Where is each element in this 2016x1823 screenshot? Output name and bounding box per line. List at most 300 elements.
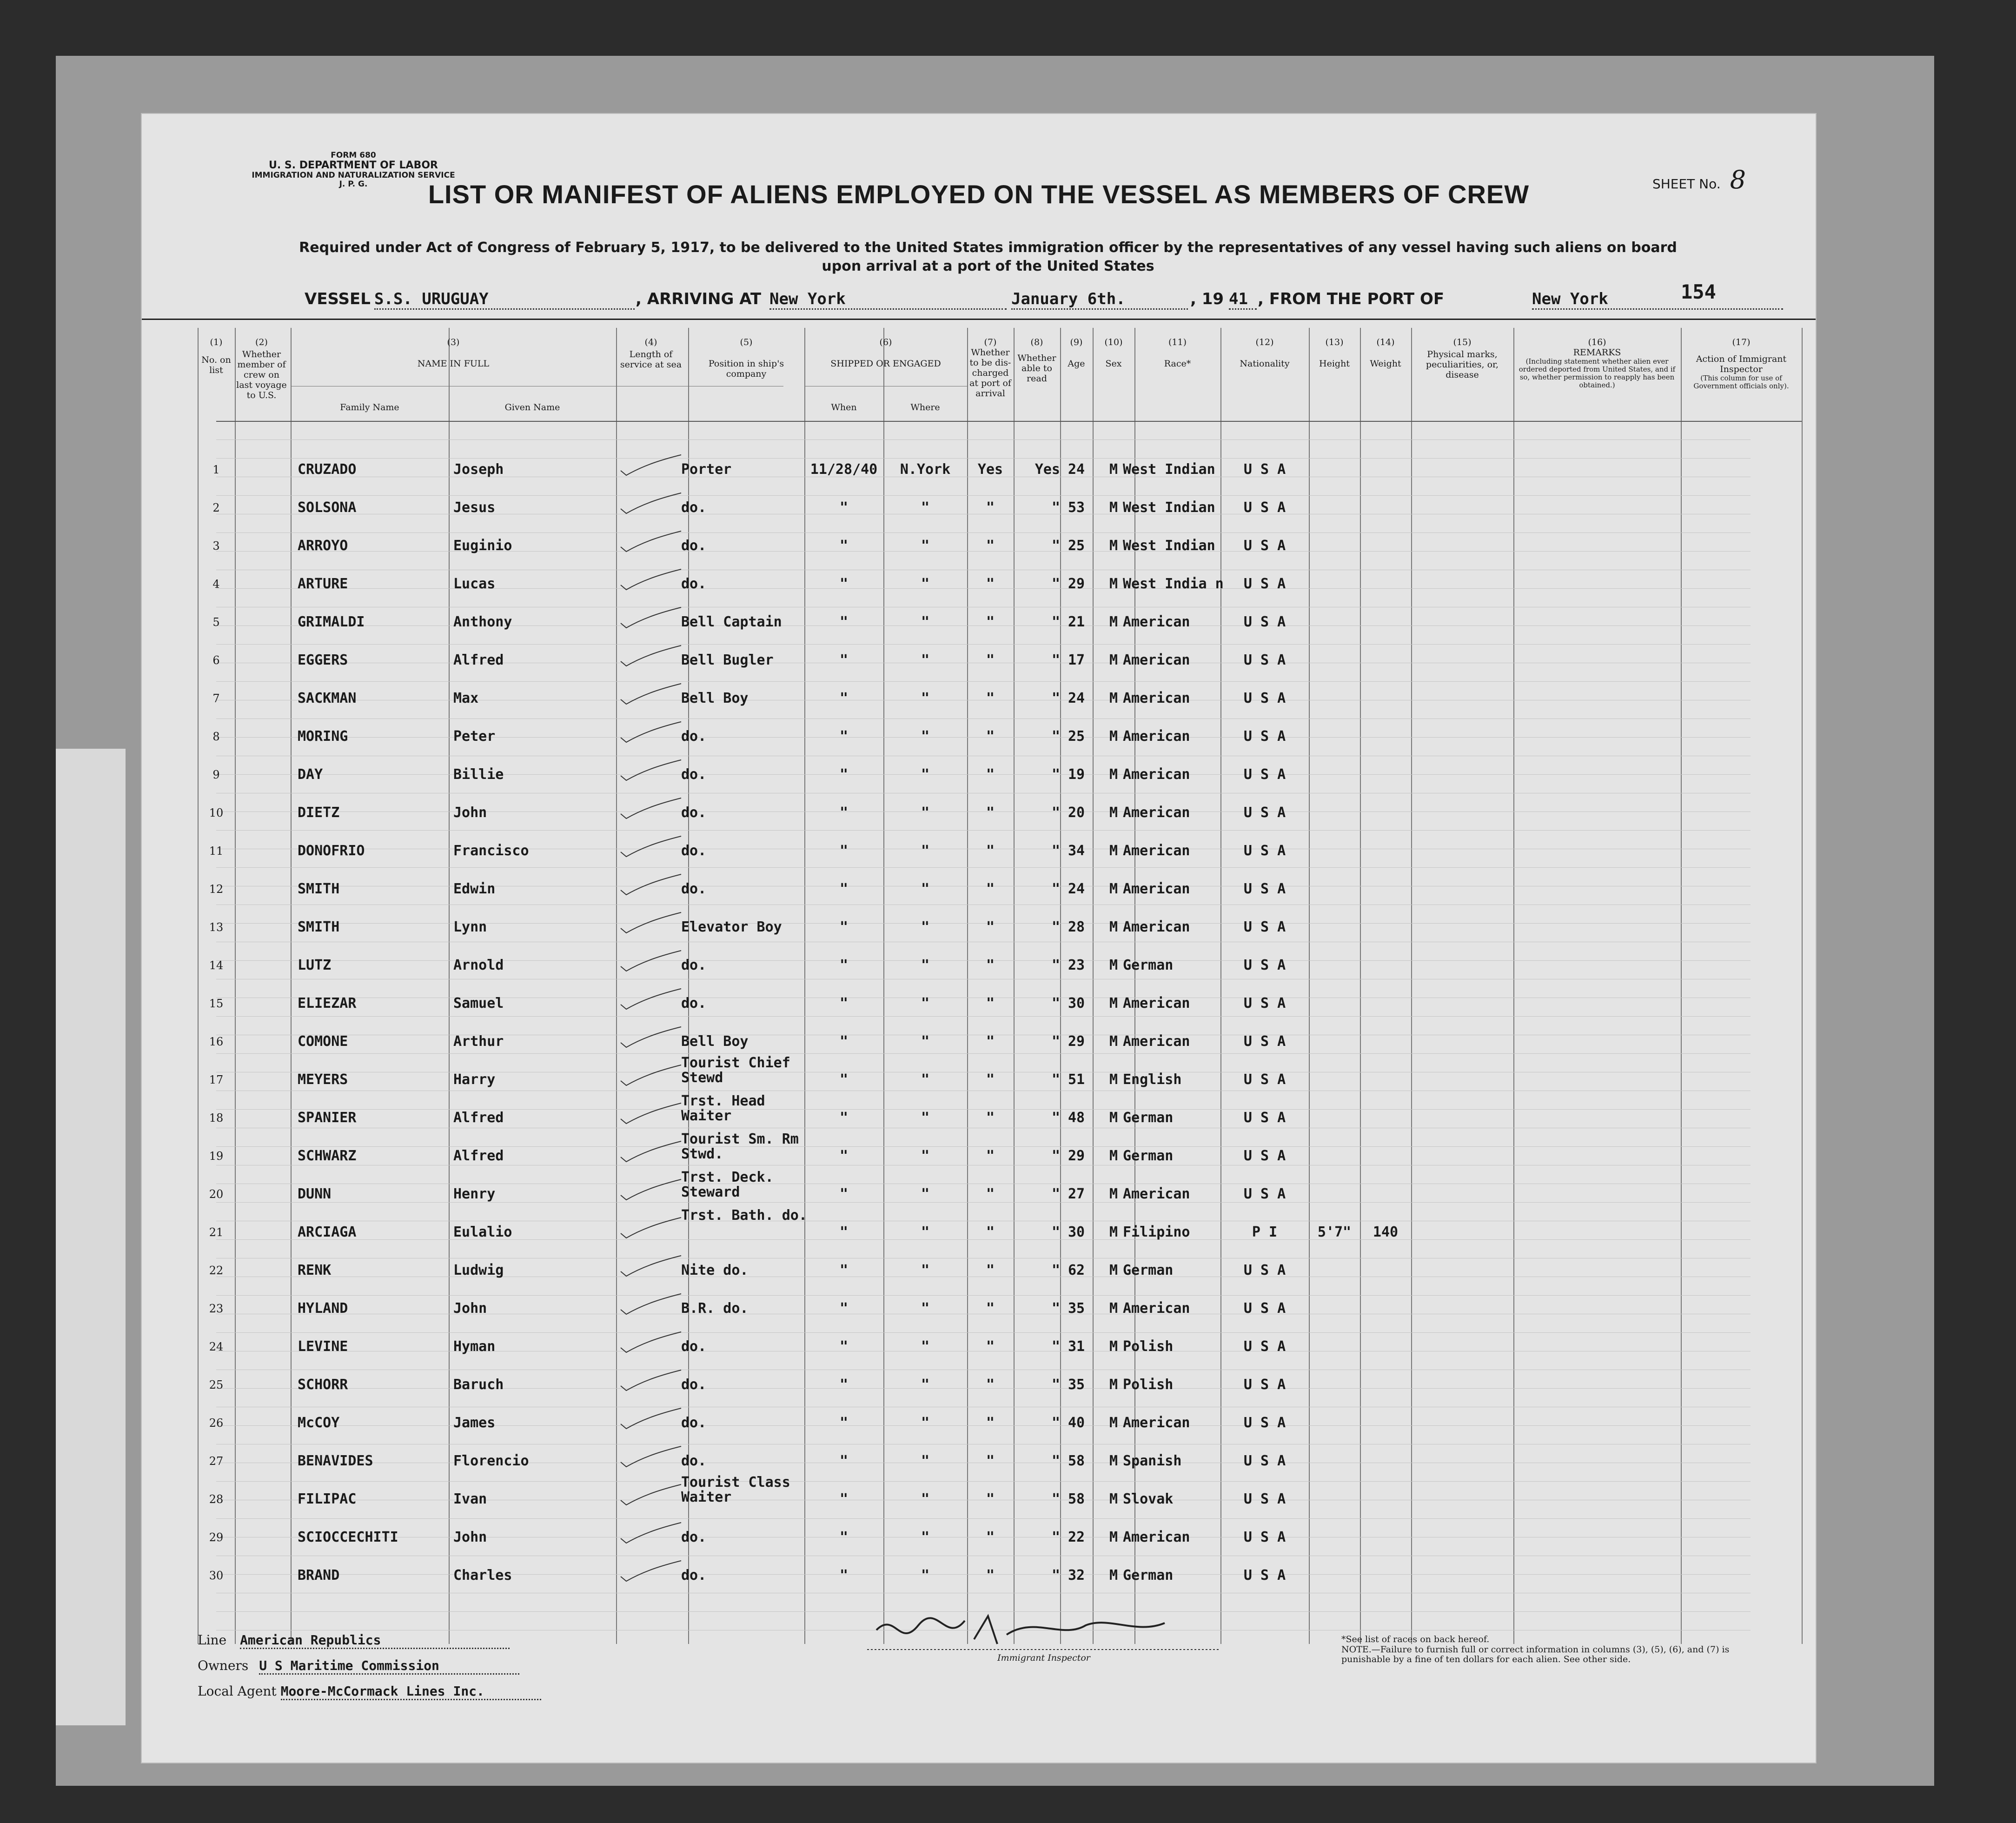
discharged: " (986, 728, 995, 745)
check-mark-icon (616, 1519, 686, 1547)
table-row (142, 976, 1816, 1014)
row-number: 7 (212, 692, 220, 705)
shipped-where: " (921, 1491, 930, 1507)
table-row (142, 899, 1816, 938)
table-row (142, 1433, 1816, 1471)
able-to-read: " (1051, 728, 1060, 745)
shipped-where: " (921, 1148, 930, 1164)
race: German (1123, 1262, 1174, 1278)
age: 58 (1068, 1491, 1085, 1507)
position: Bell Boy (681, 1033, 749, 1050)
check-mark-icon (616, 1443, 686, 1470)
nationality: U S A (1243, 995, 1286, 1011)
sex: M (1109, 1224, 1118, 1240)
col14-number: (14) (1376, 337, 1395, 347)
age: 27 (1068, 1186, 1085, 1202)
shipped-when: " (839, 1071, 849, 1088)
shipped-where: " (921, 843, 930, 859)
age: 24 (1068, 690, 1085, 706)
shipped-when: " (839, 690, 849, 706)
sex: M (1109, 690, 1118, 706)
age: 29 (1068, 576, 1085, 592)
table-row (142, 594, 1816, 632)
nationality: U S A (1243, 538, 1286, 554)
shipped-when: " (839, 1567, 849, 1583)
position: do. (681, 1453, 707, 1469)
position: do. (681, 1377, 707, 1393)
check-mark-icon (616, 527, 686, 555)
nationality: U S A (1243, 1148, 1286, 1164)
race: American (1123, 766, 1190, 783)
family-name: RENK (298, 1262, 332, 1278)
age: 28 (1068, 919, 1085, 935)
page-title: LIST OR MANIFEST OF ALIENS EMPLOYED ON THE VESSEL AS MEMBERS OF CREW (428, 180, 1530, 209)
family-name: COMONE (298, 1033, 348, 1050)
col16-sublabel: (Including statement whether alien ever ordered deported from United States, and if so, whether permission to reapply has been obtained.) (1519, 357, 1676, 389)
check-mark-icon (616, 1557, 686, 1585)
nationality: U S A (1243, 1186, 1286, 1202)
check-mark-icon (616, 718, 686, 746)
shipped-when: " (839, 805, 849, 821)
able-to-read: " (1051, 995, 1060, 1011)
nationality: U S A (1243, 1415, 1286, 1431)
shipped-where: " (921, 805, 930, 821)
line-label: Line (198, 1632, 227, 1648)
table-row (142, 1319, 1816, 1357)
col3-label: NAME IN FULL (417, 359, 490, 369)
given-name: Lucas (453, 576, 496, 592)
position: Tourist Class Waiter (681, 1474, 790, 1505)
table-row (142, 747, 1816, 785)
col12-number: (12) (1255, 337, 1274, 347)
table-row (142, 1090, 1816, 1128)
nationality: U S A (1243, 1529, 1286, 1545)
age: 40 (1068, 1415, 1085, 1431)
position: do. (681, 957, 707, 973)
nationality: U S A (1243, 1567, 1286, 1583)
line-value: American Republics (240, 1632, 510, 1649)
able-to-read: " (1051, 843, 1060, 859)
table-row (142, 1243, 1816, 1281)
sex: M (1109, 1300, 1118, 1317)
nationality: U S A (1243, 1377, 1286, 1393)
race: Spanish (1123, 1453, 1182, 1469)
col11-label: Race* (1164, 359, 1191, 369)
vessel-label: VESSEL (305, 290, 371, 308)
able-to-read: " (1051, 1262, 1060, 1278)
shipped-where: " (921, 1110, 930, 1126)
row-number: 18 (209, 1111, 224, 1124)
col17-sublabel: (This column for use of Government officials only). (1693, 374, 1789, 390)
agent-value: Moore-McCormack Lines Inc. (281, 1683, 541, 1700)
shipped-when: " (839, 919, 849, 935)
discharged: " (986, 881, 995, 897)
sex: M (1109, 1148, 1118, 1164)
able-to-read: " (1051, 1491, 1060, 1507)
race: American (1123, 919, 1190, 935)
col8-header (1014, 337, 1060, 384)
check-mark-icon (616, 1252, 686, 1280)
position: do. (681, 805, 707, 821)
col16-label: REMARKS (1573, 347, 1621, 358)
col9-label: Age (1068, 359, 1085, 369)
owners-field (198, 1658, 519, 1675)
col17-label: Action of Immigrant Inspector (1696, 354, 1787, 374)
col11-header (1134, 337, 1220, 369)
discharged: " (986, 1338, 995, 1355)
race: West Indian (1123, 461, 1215, 478)
discharged: " (986, 1415, 995, 1431)
sex: M (1109, 499, 1118, 516)
sex: M (1109, 728, 1118, 745)
age: 25 (1068, 538, 1085, 554)
able-to-read: " (1051, 690, 1060, 706)
race: American (1123, 1300, 1190, 1317)
shipped-where: " (921, 919, 930, 935)
able-to-read: " (1051, 1148, 1060, 1164)
race: American (1123, 652, 1190, 668)
manifest-page (142, 114, 1816, 1763)
header-rule (142, 319, 1816, 320)
requirement-text: Required under Act of Congress of February 5, 1917, to be delivered to the United States immigration officer by the representatives of any vessel having such aliens on board upon arrival at a port of the United States (299, 240, 1677, 274)
nationality: U S A (1243, 957, 1286, 973)
discharged: " (986, 690, 995, 706)
family-name: FILIPAC (298, 1491, 357, 1507)
age: 24 (1068, 881, 1085, 897)
given-name: Francisco (453, 843, 529, 859)
race: German (1123, 1148, 1174, 1164)
check-mark-icon (616, 451, 686, 479)
given-name: Peter (453, 728, 496, 745)
family-name: DUNN (298, 1186, 332, 1202)
age: 20 (1068, 805, 1085, 821)
position: do. (681, 1338, 707, 1355)
position: Nite do. (681, 1262, 749, 1278)
given-name: John (453, 1300, 487, 1317)
col5-number: (5) (740, 337, 753, 347)
given-name: Ludwig (453, 1262, 504, 1278)
race: American (1123, 1415, 1190, 1431)
row-number: 22 (209, 1264, 224, 1277)
table-row (142, 1471, 1816, 1510)
age: 17 (1068, 652, 1085, 668)
able-to-read: " (1051, 538, 1060, 554)
weight: 140 (1373, 1224, 1399, 1240)
sex: M (1109, 766, 1118, 783)
given-name: Baruch (453, 1377, 504, 1393)
family-name: EGGERS (298, 652, 348, 668)
able-to-read: " (1051, 1567, 1060, 1583)
table-row (142, 1014, 1816, 1052)
table-row (142, 518, 1816, 556)
inspector-signature (867, 1602, 1220, 1653)
given-name: Alfred (453, 652, 504, 668)
given-name: Eulalio (453, 1224, 512, 1240)
nationality: U S A (1243, 1110, 1286, 1126)
discharged: " (986, 957, 995, 973)
col1-label: No. on list (201, 355, 231, 375)
family-name: SPANIER (298, 1110, 357, 1126)
check-mark-icon (616, 1366, 686, 1394)
shipped-where: " (921, 1224, 930, 1240)
race: Filipino (1123, 1224, 1190, 1240)
check-mark-icon (616, 604, 686, 632)
col7-label: Whether to be dis- charged at port of arrival (969, 347, 1011, 399)
shipped-when: " (839, 1262, 849, 1278)
discharged: " (986, 1110, 995, 1126)
col7-number: (7) (984, 337, 997, 347)
race: German (1123, 957, 1174, 973)
shipped-when: " (839, 1033, 849, 1050)
discharged: " (986, 1567, 995, 1583)
race: American (1123, 1529, 1190, 1545)
sex: M (1109, 957, 1118, 973)
arrival-year: 41 (1229, 290, 1257, 310)
col9-number: (9) (1070, 337, 1083, 347)
table-row (142, 1128, 1816, 1166)
check-mark-icon (616, 832, 686, 860)
shipped-where: " (921, 652, 930, 668)
shipped-where: " (921, 538, 930, 554)
row-number: 4 (212, 578, 220, 591)
shipped-where: " (921, 957, 930, 973)
row-number: 13 (209, 921, 224, 934)
table-row (142, 442, 1816, 480)
row-number: 8 (212, 730, 220, 743)
discharged: " (986, 1033, 995, 1050)
position: do. (681, 538, 707, 554)
able-to-read: " (1051, 652, 1060, 668)
row-number: 23 (209, 1302, 224, 1315)
nationality: U S A (1243, 1491, 1286, 1507)
discharged: " (986, 995, 995, 1011)
agent-label: Local Agent (198, 1683, 277, 1699)
able-to-read: " (1051, 766, 1060, 783)
check-mark-icon (616, 985, 686, 1013)
table-row (142, 556, 1816, 594)
sex: M (1109, 538, 1118, 554)
from-port: New York (1532, 290, 1783, 310)
discharged: " (986, 843, 995, 859)
col14-label: Weight (1370, 359, 1401, 369)
shipped-where: " (921, 1453, 930, 1469)
discharged: " (986, 1262, 995, 1278)
check-mark-icon (616, 1099, 686, 1127)
shipped-where: " (921, 690, 930, 706)
family-name: SCHWARZ (298, 1148, 357, 1164)
sex: M (1109, 995, 1118, 1011)
shipped-when: " (839, 538, 849, 554)
position: Tourist Chief Stewd (681, 1055, 790, 1086)
nationality: U S A (1243, 1338, 1286, 1355)
table-row (142, 1395, 1816, 1433)
shipped-when: " (839, 1224, 849, 1240)
nationality: U S A (1243, 461, 1286, 478)
given-name: John (453, 805, 487, 821)
form-number: FORM 680 (331, 151, 376, 160)
able-to-read: " (1051, 1453, 1060, 1469)
age: 34 (1068, 843, 1085, 859)
shipped-where: " (921, 1071, 930, 1088)
able-to-read: " (1051, 1110, 1060, 1126)
table-row (142, 480, 1816, 518)
when-header: When (831, 402, 857, 413)
vessel-line (305, 280, 1783, 313)
col7-header (967, 337, 1014, 399)
nationality: U S A (1243, 1071, 1286, 1088)
col2-number: (2) (255, 337, 268, 347)
shipped-where: " (921, 499, 930, 516)
race: Polish (1123, 1377, 1174, 1393)
nationality: U S A (1243, 1453, 1286, 1469)
check-mark-icon (616, 642, 686, 670)
given-name: James (453, 1415, 496, 1431)
row-number: 9 (212, 768, 220, 781)
race: Slovak (1123, 1491, 1174, 1507)
family-name: ARTURE (298, 576, 348, 592)
position: do. (681, 499, 707, 516)
nationality: U S A (1243, 1033, 1286, 1050)
race: American (1123, 690, 1190, 706)
position: Trst. Bath. do. (681, 1207, 807, 1224)
age: 30 (1068, 1224, 1085, 1240)
table-header-bottom (216, 421, 1802, 422)
shipped-when: " (839, 1300, 849, 1317)
col8-label: Whether able to read (1017, 353, 1056, 384)
col10-header (1093, 337, 1134, 369)
col11-number: (11) (1168, 337, 1187, 347)
position: do. (681, 995, 707, 1011)
able-to-read: " (1051, 1377, 1060, 1393)
shipped-where: " (921, 1377, 930, 1393)
table-row (142, 1510, 1816, 1548)
age: 58 (1068, 1453, 1085, 1469)
col6-number: (6) (879, 337, 892, 347)
nationality: P I (1252, 1224, 1278, 1240)
col12-header (1220, 337, 1309, 369)
age: 30 (1068, 995, 1085, 1011)
discharged: " (986, 919, 995, 935)
given-name: Max (453, 690, 479, 706)
able-to-read: " (1051, 1186, 1060, 1202)
check-mark-icon (616, 1290, 686, 1318)
row-number: 11 (209, 845, 224, 858)
shipped-when: " (839, 728, 849, 745)
col3-number: (3) (447, 337, 460, 347)
check-mark-icon (616, 680, 686, 708)
race: American (1123, 881, 1190, 897)
given-name: Henry (453, 1186, 496, 1202)
row-number: 2 (212, 501, 220, 514)
check-mark-icon (616, 1404, 686, 1432)
agent-field (198, 1683, 541, 1700)
table-row (142, 709, 1816, 747)
check-mark-icon (616, 1481, 686, 1509)
able-to-read: " (1051, 1338, 1060, 1355)
discharged: " (986, 614, 995, 630)
age: 62 (1068, 1262, 1085, 1278)
family-name: ARCIAGA (298, 1224, 357, 1240)
sex: M (1109, 919, 1118, 935)
race: German (1123, 1567, 1174, 1583)
col1-header (198, 337, 235, 375)
position: do. (681, 766, 707, 783)
age: 32 (1068, 1567, 1085, 1583)
row-number: 21 (209, 1226, 224, 1239)
family-name: GRIMALDI (298, 614, 365, 630)
given-name: Anthony (453, 614, 512, 630)
col9-header (1060, 337, 1093, 369)
row-number: 6 (212, 654, 220, 667)
check-mark-icon (616, 871, 686, 898)
family-name: ARROYO (298, 538, 348, 554)
nationality: U S A (1243, 499, 1286, 516)
col13-label: Height (1319, 359, 1350, 369)
col6-header (804, 337, 967, 369)
race: West Indian (1123, 538, 1215, 554)
table-row (142, 1166, 1816, 1204)
able-to-read: " (1051, 919, 1060, 935)
age: 21 (1068, 614, 1085, 630)
shipped-when: " (839, 1529, 849, 1545)
owners-label: Owners (198, 1658, 249, 1673)
row-number: 5 (212, 616, 220, 629)
col6-label: SHIPPED OR ENGAGED (830, 359, 941, 369)
nationality: U S A (1243, 652, 1286, 668)
col8-number: (8) (1030, 337, 1043, 347)
shipped-when: " (839, 1148, 849, 1164)
given-name: Alfred (453, 1148, 504, 1164)
department-name: U. S. DEPARTMENT OF LABOR (269, 160, 438, 171)
shipped-where: " (921, 1300, 930, 1317)
family-name: DONOFRIO (298, 843, 365, 859)
sex: M (1109, 1071, 1118, 1088)
row-number: 24 (209, 1340, 224, 1353)
nationality: U S A (1243, 805, 1286, 821)
col5-label: Position in ship's company (708, 359, 784, 379)
shipped-when: " (839, 1338, 849, 1355)
able-to-read: Yes (1035, 461, 1060, 478)
family-name: SACKMAN (298, 690, 357, 706)
race: West India n (1123, 576, 1224, 592)
shipped-when: " (839, 881, 849, 897)
sex: M (1109, 881, 1118, 897)
table-row (142, 1281, 1816, 1319)
family-name: SMITH (298, 919, 340, 935)
check-mark-icon (616, 756, 686, 784)
family-name-header: Family Name (340, 402, 399, 413)
given-name: Billie (453, 766, 504, 783)
family-name: SMITH (298, 881, 340, 897)
arrival-date: January 6th. (1011, 290, 1188, 310)
position: do. (681, 576, 707, 592)
col2-label: Whether member of crew on last voyage to U.S. (236, 349, 287, 400)
able-to-read: " (1051, 1224, 1060, 1240)
check-mark-icon (616, 794, 686, 822)
able-to-read: " (1051, 805, 1060, 821)
race: German (1123, 1110, 1174, 1126)
col4-number: (4) (644, 337, 657, 347)
row-number: 12 (209, 883, 224, 896)
table-row (142, 861, 1816, 899)
position: Trst. Deck. Steward (681, 1169, 774, 1200)
race: American (1123, 1033, 1190, 1050)
age: 31 (1068, 1338, 1085, 1355)
sex: M (1109, 614, 1118, 630)
given-name: Euginio (453, 538, 512, 554)
col16-header (1513, 337, 1681, 389)
row-number: 14 (209, 959, 224, 972)
